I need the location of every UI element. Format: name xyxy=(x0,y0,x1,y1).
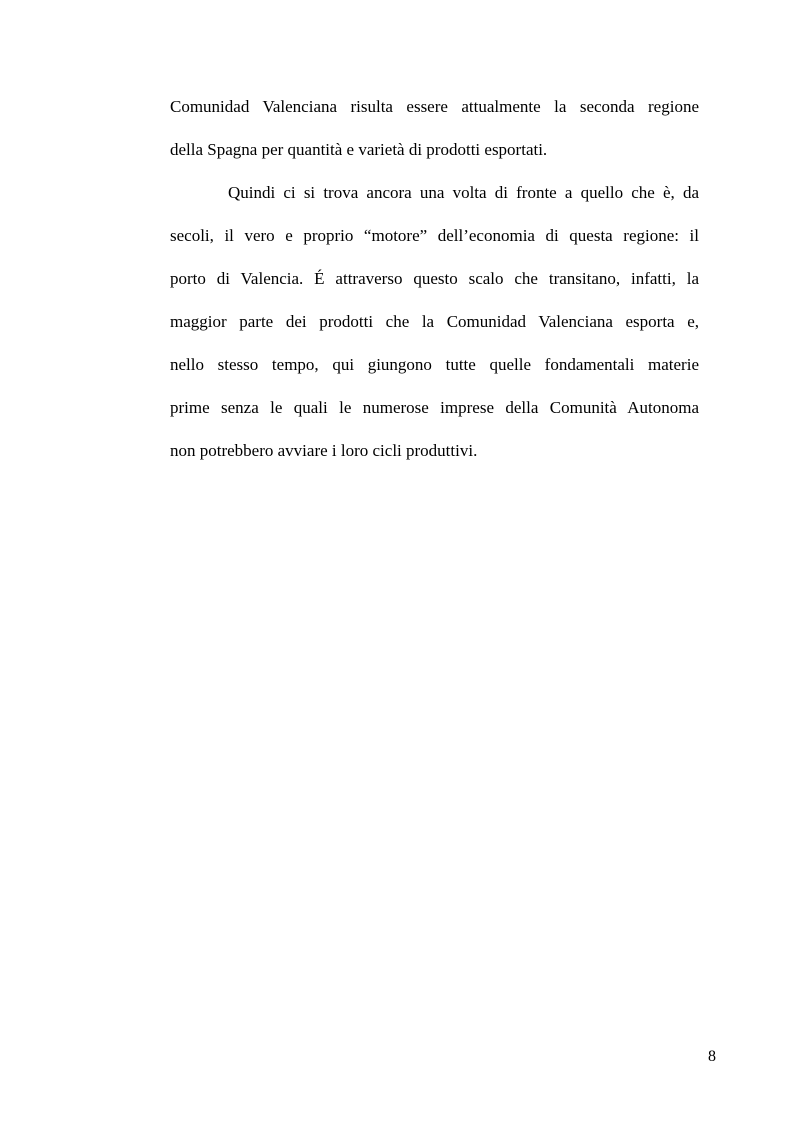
paragraph-2-line-2: secoli, il vero e proprio “motore” dell’economia di questa regione: il xyxy=(170,226,699,245)
paragraph-2-line-4: maggior parte dei prodotti che la Comunidad Valenciana esporta e, xyxy=(170,312,699,331)
paragraph-2-line-5: nello stesso tempo, qui giungono tutte quelle fondamentali materie xyxy=(170,355,699,374)
paragraph-2-line-7: non potrebbero avviare i loro cicli produttivi. xyxy=(170,441,478,460)
paragraph-1-line-1: Comunidad Valenciana risulta essere attualmente la seconda regione xyxy=(170,97,699,116)
page-number: 8 xyxy=(708,1048,716,1065)
paragraph-2-line-3: porto di Valencia. É attraverso questo scalo che transitano, infatti, la xyxy=(170,269,699,288)
paragraph-1-line-2: della Spagna per quantità e varietà di prodotti esportati. xyxy=(170,140,548,159)
paragraph-2-line-1: Quindi ci si trova ancora una volta di fronte a quello che è, da xyxy=(228,183,699,202)
body-text xyxy=(170,92,699,479)
paragraph-2-line-6: prime senza le quali le numerose imprese della Comunità Autonoma xyxy=(170,398,699,417)
